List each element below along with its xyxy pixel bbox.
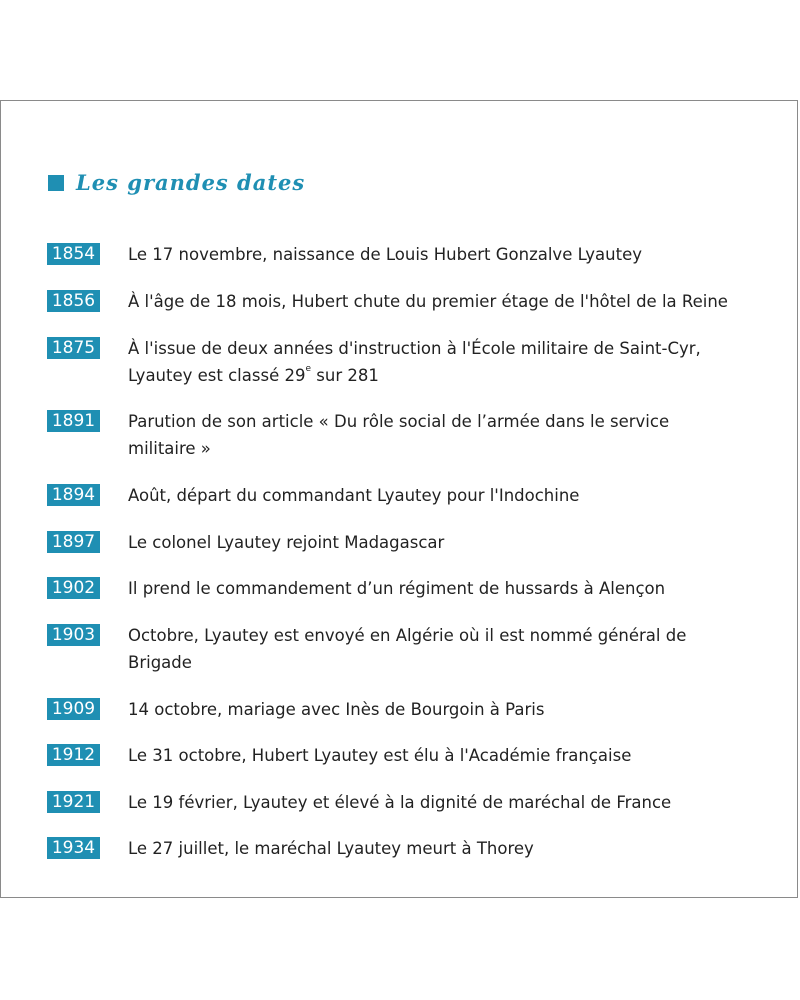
year-badge: 1854: [47, 243, 100, 265]
entry-text: Le 17 novembre, naissance de Louis Hubert Gonzalve Lyautey: [128, 245, 642, 264]
timeline-entry: [47, 243, 778, 268]
entry-text-line: Brigade: [128, 653, 192, 672]
timeline-entry: [47, 290, 778, 315]
section-heading: [48, 170, 305, 195]
entry-text: Il prend le commandement d’un régiment de hussards à Alençon: [128, 579, 666, 598]
entry-text-line: militaire »: [128, 439, 211, 458]
year-badge: 1897: [47, 531, 100, 553]
heading-square-icon: [48, 175, 64, 191]
entry-text: [128, 408, 778, 462]
entry-text: Le colonel Lyautey rejoint Madagascar: [128, 533, 445, 552]
year-badge: 1934: [47, 837, 100, 859]
entry-text: À l'âge de 18 mois, Hubert chute du premier étage de l'hôtel de la Reine: [128, 292, 728, 311]
entry-text: [128, 622, 778, 676]
year-badge: 1856: [47, 290, 100, 312]
timeline-entry: [47, 744, 778, 769]
year-badge: 1891: [47, 410, 100, 432]
entry-text: [128, 335, 778, 389]
year-badge: 1912: [47, 744, 100, 766]
year-badge: 1902: [47, 577, 100, 599]
timeline-entry: [47, 410, 778, 462]
timeline-entry: [47, 837, 778, 862]
year-badge: 1894: [47, 484, 100, 506]
year-badge: 1921: [47, 791, 100, 813]
entry-text: Le 31 octobre, Hubert Lyautey est élu à l'Académie française: [128, 746, 632, 765]
entry-text-line: À l'issue de deux années d'instruction à l'École militaire de Saint-Cyr,: [128, 339, 701, 358]
entry-text-line: Lyautey est classé 29: [128, 366, 306, 385]
timeline-entry: [47, 484, 778, 509]
timeline-entry: [47, 698, 778, 723]
year-badge: 1909: [47, 698, 100, 720]
timeline-entry: [47, 531, 778, 556]
timeline-entry: [47, 791, 778, 816]
entry-text: Août, départ du commandant Lyautey pour l'Indochine: [128, 486, 580, 505]
timeline-entry: [47, 577, 778, 602]
entry-text-line: Octobre, Lyautey est envoyé en Algérie où il est nommé général de: [128, 626, 687, 645]
year-badge: 1875: [47, 337, 100, 359]
section-title: Les grandes dates: [76, 170, 306, 195]
ordinal-superscript: e: [305, 364, 312, 374]
entry-text: 14 octobre, mariage avec Inès de Bourgoin à Paris: [128, 700, 545, 719]
timeline-entry: [47, 337, 778, 389]
entry-text-line: Parution de son article « Du rôle social de l’armée dans le service: [128, 412, 670, 431]
entry-text: Le 27 juillet, le maréchal Lyautey meurt à Thorey: [128, 839, 534, 858]
timeline-entry: [47, 624, 778, 676]
year-badge: 1903: [47, 624, 100, 646]
entry-text-line: sur 281: [311, 366, 379, 385]
entry-text: Le 19 février, Lyautey et élevé à la dignité de maréchal de France: [128, 793, 672, 812]
